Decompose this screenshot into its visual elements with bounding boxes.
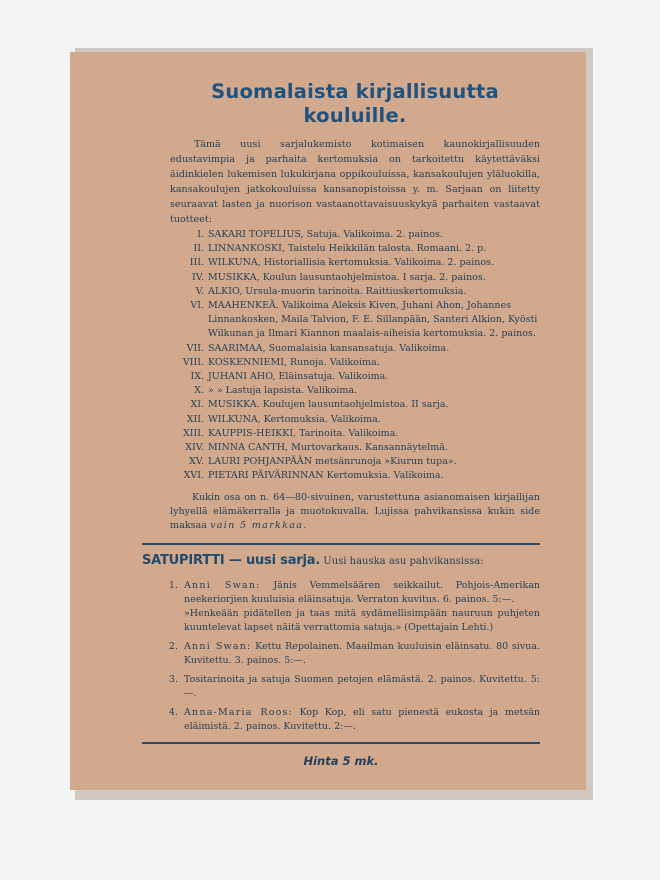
work-item: [170, 469, 540, 483]
work-number: II.: [193, 243, 204, 255]
book-number: 2.: [168, 640, 178, 652]
work-title: LAURI POHJANPÄÄN metsänrunoja »Kiurun tupa».: [208, 456, 457, 468]
work-title: SAKARI TOPELIUS, Satuja. Valikoima. 2. painos.: [208, 229, 443, 240]
work-title: » » Lastuja lapsista. Valikoima.: [208, 385, 358, 397]
work-title: WILKUNA, Historiallisia kertomuksia. Valikoima. 2. painos.: [208, 257, 495, 269]
work-number: XIII.: [182, 427, 204, 439]
work-number: XII.: [186, 413, 204, 425]
work-number: III.: [189, 257, 204, 269]
work-number: XV.: [189, 456, 204, 468]
work-title: WILKUNA, Kertomuksia. Valikoima.: [208, 413, 381, 425]
series-book-item: [142, 579, 540, 635]
series-book-list: [142, 579, 540, 734]
book-entry: [184, 579, 540, 635]
book-number: 4.: [168, 706, 178, 718]
work-title: ALKIO, Ursula-muorin tarinoita. Raittiuskertomuksia.: [208, 285, 467, 297]
work-title: LINNANKOSKI, Taistelu Heikkilän talosta. Romaani. 2. p.: [208, 243, 487, 255]
series-heading: SATUPIRTTI — uusi sarja.: [142, 552, 321, 568]
book-description: Kop Kop, eli satu pienestä eukosta ja metsän eläimistä. 2. painos. Kuvitettu. 2:—.: [184, 706, 540, 732]
work-number: X.: [194, 385, 204, 397]
works-list: [170, 228, 540, 484]
book-entry: [184, 706, 540, 734]
work-title: PIETARI PÄIVÄRINNAN Kertomuksia. Valikoima.: [208, 470, 444, 482]
work-title: SAARIMAA, Suomalaisia kansansatuja. Valikoima.: [208, 342, 450, 354]
book-number: 3.: [168, 673, 178, 685]
closing-paragraph: [170, 491, 540, 533]
work-item: [170, 370, 540, 384]
work-item: [170, 228, 540, 242]
book-author: Anni Swan:: [184, 579, 261, 591]
book-description: Kettu Repolainen. Maailman kuuluisin eläinsatu. 80 sivua. Kuvitettu. 3. painos. 5:—.: [184, 640, 540, 666]
title-line-2: kouluille.: [303, 104, 407, 127]
book-back-cover: [70, 52, 586, 790]
work-title: MUSIKKA. Koulujen lausuntaohjelmistoa. II sarja.: [208, 399, 449, 411]
divider-bottom: [142, 742, 540, 744]
work-item: [170, 427, 540, 441]
series-book-item: [142, 673, 540, 701]
book-review-quote: »Henkeään pidätellen ja taas mitä sydämellisimpään nauruun puhjeten kuuntelevat lapset näitä verrattomia satuja.» (Opettajain Lehti.): [184, 607, 540, 633]
intro-paragraph: Tämä uusi sarjalukemisto kotimaisen kaunokirjallisuuden edustavimpia ja parhaita kertomuksia on tarkoitettu käytettäväksi äidinkielen lukemisen lukukirjana oppikouluissa, kansakoulujen yläluokilla, kansakoulujen jatkokouluissa kansanopistoissa y. m. Sarjaan on liitetty seuraavat lasten ja nuorison vastaanottavaisuuskykyä parhaiten vastaavat tuotteet:: [170, 139, 540, 225]
work-item: [170, 441, 540, 455]
book-number: 1.: [168, 579, 178, 591]
work-number: XIV.: [185, 442, 204, 454]
work-number: XVI.: [183, 470, 204, 482]
work-number: VIII.: [182, 356, 204, 368]
work-title: MAAHENKEÄ. Valikoima Aleksis Kiven, Juhani Ahon, Johannes Linnankosken, Maila Talvion, F. E. Sillanpään, Santeri Alkion, Kyösti Wilkunan ja Ilmari Kiannon maalais-aiheisia kertomuksia. 2. painos.: [208, 300, 538, 340]
closing-text: Kukin osa on n. 64—80-sivuinen, varustettuna asianomaisen kirjailijan lyhyellä elämäkerralla ja muotokuvalla. Lujissa pahvikansissa kukin side maksaa: [170, 491, 540, 531]
work-number: V.: [195, 285, 204, 297]
work-title: MINNA CANTH, Murtovarkaus. Kansannäytelmä.: [208, 442, 448, 454]
series-book-item: [142, 640, 540, 668]
work-item: [170, 256, 540, 270]
work-item: [170, 356, 540, 370]
work-title: MUSIKKA, Koulun lausuntaohjelmistoa. I sarja. 2. painos.: [208, 271, 486, 283]
work-title: KAUPPIS-HEIKKI, Tarinoita. Valikoima.: [208, 427, 399, 439]
work-item: [170, 271, 540, 285]
work-item: [170, 242, 540, 256]
series-book-item: [142, 706, 540, 734]
work-number: VI.: [190, 300, 204, 312]
cover-title: [170, 80, 540, 128]
work-item: [170, 384, 540, 398]
work-item: [170, 398, 540, 412]
book-entry: [184, 640, 540, 668]
divider-top: [142, 543, 540, 545]
book-description: Jänis Vemmelsäären seikkailut. Pohjois-Amerikan neekeriorjien kuuluisia eläinsatuja. Verraton kuvitus. 6. painos. 5:—.: [184, 579, 540, 605]
book-author: Anna-Maria Roos:: [184, 706, 294, 718]
book-entry: [184, 673, 540, 701]
price-label: Hinta 5 mk.: [303, 753, 379, 768]
work-item: [170, 455, 540, 469]
work-number: IX.: [190, 371, 204, 383]
series-description: Uusi hauska asu pahvikansissa:: [323, 555, 484, 567]
work-number: VII.: [186, 342, 204, 354]
book-description: Tositarinoita ja satuja Suomen petojen elämästä. 2. painos. Kuvitettu. 5:—.: [184, 673, 540, 699]
work-title: JUHANI AHO, Eläinsatuja. Valikoima.: [208, 371, 389, 383]
satupirtti-section: [142, 553, 540, 734]
work-number: I.: [197, 229, 204, 240]
work-item: [170, 342, 540, 356]
closing-price-phrase: vain 5 markkaa.: [210, 519, 308, 531]
work-number: XI.: [190, 399, 204, 411]
work-item: [170, 299, 540, 342]
work-number: IV.: [192, 271, 204, 283]
work-item: [170, 413, 540, 427]
work-title: KOSKENNIEMI, Runoja. Valikoima.: [208, 356, 380, 368]
title-line-1: Suomalaista kirjallisuutta: [211, 80, 499, 103]
work-item: [170, 285, 540, 299]
book-author: Anni Swan:: [184, 640, 252, 652]
